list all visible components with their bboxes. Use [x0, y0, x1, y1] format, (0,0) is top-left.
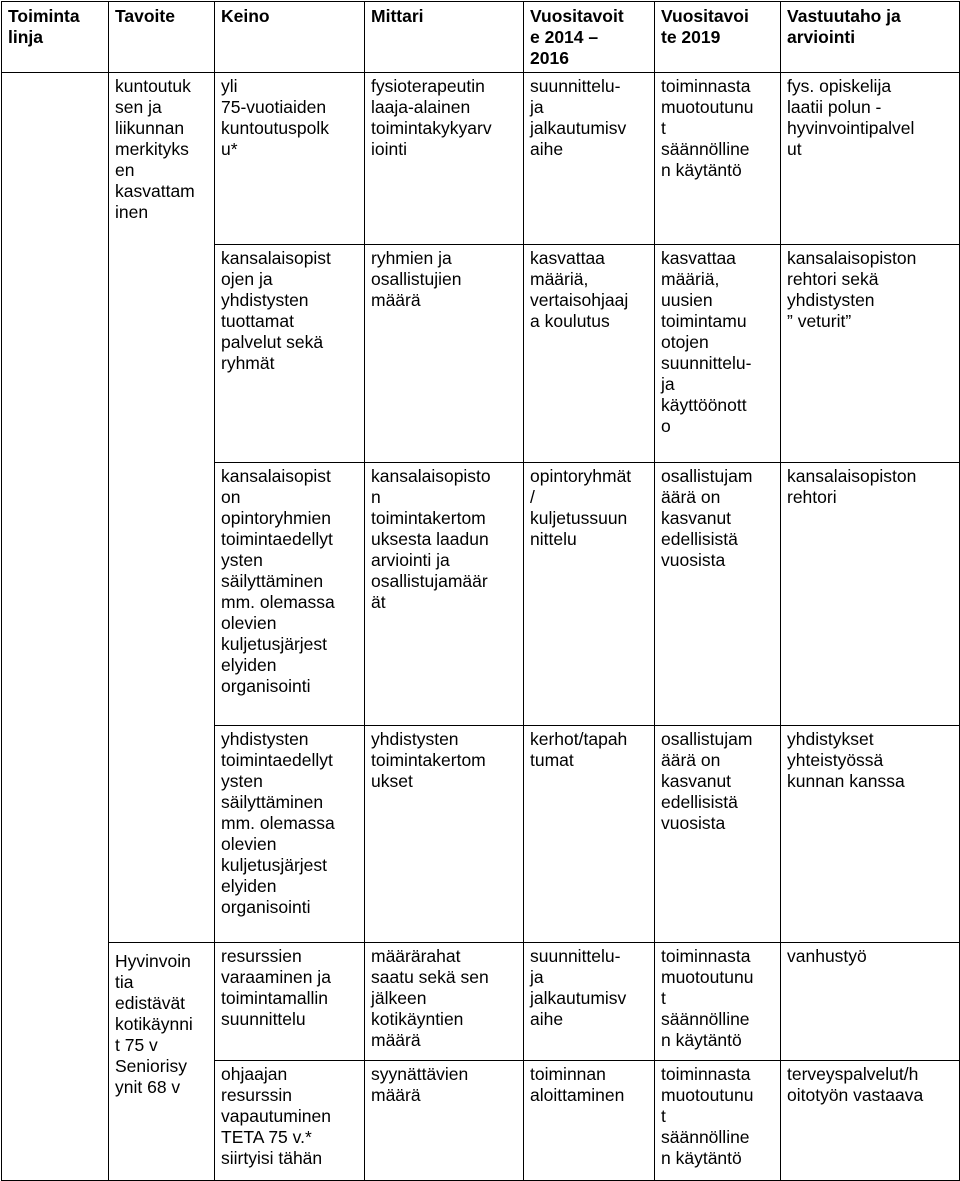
cell-vastuutaho: fys. opiskelija laatii polun - hyvinvointipalvel ut [781, 73, 960, 245]
cell-vuositavoite-2016: kasvattaa määriä, vertaisohjaaj a koulutus [524, 245, 655, 463]
header-vastuutaho: Vastuutaho ja arviointi [781, 2, 960, 73]
cell-vuositavoite-2019: toiminnasta muotoutunu t säännölline n käytäntö [655, 943, 781, 1061]
cell-mittari: kansalaisopisto n toimintakertom uksesta laadun arviointi ja osallistujamäär ät [365, 463, 524, 726]
cell-keino: ohjaajan resurssin vapautuminen TETA 75 v.* siirtyisi tähän [215, 1061, 365, 1181]
header-tavoite: Tavoite [109, 2, 215, 73]
cell-vastuutaho: vanhustyö [781, 943, 960, 1061]
cell-vuositavoite-2016: kerhot/tapah tumat [524, 726, 655, 943]
cell-vuositavoite-2016: suunnittelu- ja jalkautumisv aihe [524, 73, 655, 245]
cell-vuositavoite-2016: opintoryhmät / kuljetussuun nittelu [524, 463, 655, 726]
cell-tavoite-bottom: Hyvinvoin tia edistävät kotikäynni t 75 v Seniorisy ynit 68 v [109, 943, 215, 1181]
cell-keino: yli 75-vuotiaiden kuntoutuspolk u* [215, 73, 365, 245]
table-row [2, 73, 960, 245]
cell-vuositavoite-2019: osallistujam äärä on kasvanut edellisistä vuosista [655, 463, 781, 726]
cell-vuositavoite-2019: toiminnasta muotoutunu t säännölline n käytäntö [655, 73, 781, 245]
cell-keino: kansalaisopist ojen ja yhdistysten tuottamat palvelut sekä ryhmät [215, 245, 365, 463]
header-vuositavoite-2016: Vuositavoit e 2014 – 2016 [524, 2, 655, 73]
cell-mittari: fysioterapeutin laaja-alainen toimintakykyarv iointi [365, 73, 524, 245]
cell-vastuutaho: yhdistykset yhteistyössä kunnan kanssa [781, 726, 960, 943]
cell-vuositavoite-2016: toiminnan aloittaminen [524, 1061, 655, 1181]
cell-mittari: ryhmien ja osallistujien määrä [365, 245, 524, 463]
cell-vuositavoite-2019: toiminnasta muotoutunu t säännölline n käytäntö [655, 1061, 781, 1181]
cell-vuositavoite-2019: osallistujam äärä on kasvanut edellisistä vuosista [655, 726, 781, 943]
cell-toimintalinja [2, 73, 109, 1181]
header-vuositavoite-2019: Vuositavoi te 2019 [655, 2, 781, 73]
cell-vastuutaho: kansalaisopiston rehtori sekä yhdistysten ” veturit” [781, 245, 960, 463]
header-row [2, 2, 960, 73]
cell-vastuutaho: terveyspalvelut/h oitotyön vastaava [781, 1061, 960, 1181]
header-mittari: Mittari [365, 2, 524, 73]
cell-mittari: yhdistysten toimintakertom ukset [365, 726, 524, 943]
header-keino: Keino [215, 2, 365, 73]
table-row [2, 943, 960, 1061]
cell-keino: yhdistysten toimintaedellyt ysten säilyttäminen mm. olemassa olevien kuljetusjärjest elyiden organisointi [215, 726, 365, 943]
cell-tavoite-top: kuntoutuk sen ja liikunnan merkityks en kasvattam inen [109, 73, 215, 943]
cell-vastuutaho: kansalaisopiston rehtori [781, 463, 960, 726]
header-toimintalinja: Toiminta linja [2, 2, 109, 73]
cell-keino: resurssien varaaminen ja toimintamallin suunnittelu [215, 943, 365, 1061]
cell-vuositavoite-2019: kasvattaa määriä, uusien toimintamu otojen suunnittelu- ja käyttöönott o [655, 245, 781, 463]
plan-table [1, 1, 960, 1181]
cell-keino: kansalaisopist on opintoryhmien toimintaedellyt ysten säilyttäminen mm. olemassa olevien kuljetusjärjest elyiden organisointi [215, 463, 365, 726]
cell-mittari: syynättävien määrä [365, 1061, 524, 1181]
cell-mittari: määrärahat saatu sekä sen jälkeen kotikäyntien määrä [365, 943, 524, 1061]
cell-vuositavoite-2016: suunnittelu- ja jalkautumisv aihe [524, 943, 655, 1061]
